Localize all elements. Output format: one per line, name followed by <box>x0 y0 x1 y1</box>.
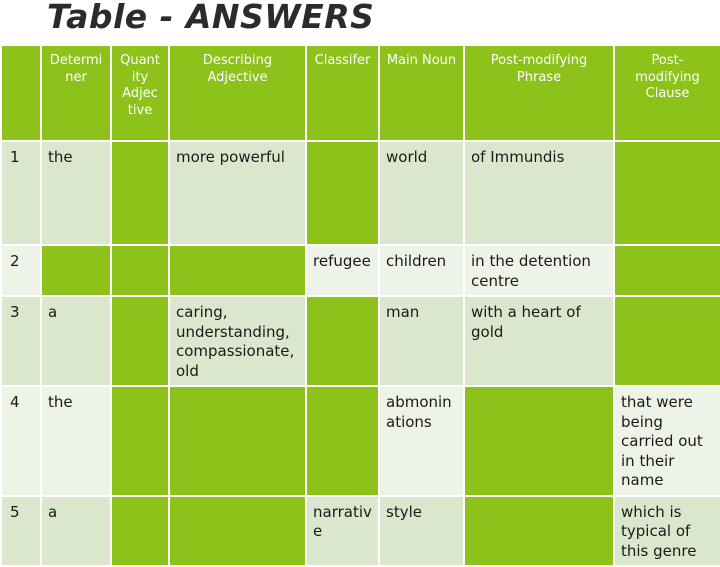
header-post-modifying-phrase: Post-modifying Phrase <box>464 45 614 141</box>
cell-main-noun: man <box>379 296 464 386</box>
table-header-row <box>1 45 720 141</box>
cell-determiner: a <box>41 496 111 567</box>
cell-quantity-adjective <box>111 245 169 296</box>
cell-classifier <box>306 141 379 245</box>
table-row <box>1 245 720 296</box>
cell-main-noun: abmonin ations <box>379 386 464 496</box>
table-row <box>1 296 720 386</box>
cell-describing-adjective <box>169 386 306 496</box>
table-row <box>1 386 720 496</box>
cell-determiner: a <box>41 296 111 386</box>
cell-describing-adjective <box>169 496 306 567</box>
cell-main-noun: style <box>379 496 464 567</box>
row-number: 2 <box>1 245 41 296</box>
cell-post-modifying-clause <box>614 245 720 296</box>
header-number <box>1 45 41 141</box>
cell-describing-adjective: more powerful <box>169 141 306 245</box>
table-row <box>1 141 720 245</box>
header-determiner: Determi ner <box>41 45 111 141</box>
cell-post-modifying-phrase: in the detention centre <box>464 245 614 296</box>
cell-post-modifying-clause <box>614 141 720 245</box>
page-title: Table - ANSWERS <box>47 0 375 36</box>
row-number: 5 <box>1 496 41 567</box>
cell-post-modifying-phrase <box>464 496 614 567</box>
cell-post-modifying-phrase: with a heart of gold <box>464 296 614 386</box>
cell-determiner: the <box>41 141 111 245</box>
header-post-modifying-clause: Post- modifying Clause <box>614 45 720 141</box>
cell-classifier: narrativ e <box>306 496 379 567</box>
header-main-noun: Main Noun <box>379 45 464 141</box>
header-describing-adjective: Describing Adjective <box>169 45 306 141</box>
row-number: 3 <box>1 296 41 386</box>
cell-quantity-adjective <box>111 496 169 567</box>
cell-post-modifying-phrase: of Immundis <box>464 141 614 245</box>
header-classifier: Classifer <box>306 45 379 141</box>
cell-quantity-adjective <box>111 141 169 245</box>
cell-determiner <box>41 245 111 296</box>
cell-describing-adjective <box>169 245 306 296</box>
answers-table <box>0 44 720 567</box>
cell-main-noun: world <box>379 141 464 245</box>
cell-post-modifying-clause: that were being carried out in their name <box>614 386 720 496</box>
cell-classifier: refugee <box>306 245 379 296</box>
table-row <box>1 496 720 567</box>
cell-quantity-adjective <box>111 296 169 386</box>
cell-describing-adjective: caring, understanding, compassionate, old <box>169 296 306 386</box>
cell-determiner: the <box>41 386 111 496</box>
cell-classifier <box>306 386 379 496</box>
cell-quantity-adjective <box>111 386 169 496</box>
cell-post-modifying-clause: which is typical of this genre <box>614 496 720 567</box>
cell-classifier <box>306 296 379 386</box>
cell-post-modifying-phrase <box>464 386 614 496</box>
row-number: 1 <box>1 141 41 245</box>
row-number: 4 <box>1 386 41 496</box>
header-quantity-adjective: Quant ity Adjec tive <box>111 45 169 141</box>
cell-main-noun: children <box>379 245 464 296</box>
cell-post-modifying-clause <box>614 296 720 386</box>
